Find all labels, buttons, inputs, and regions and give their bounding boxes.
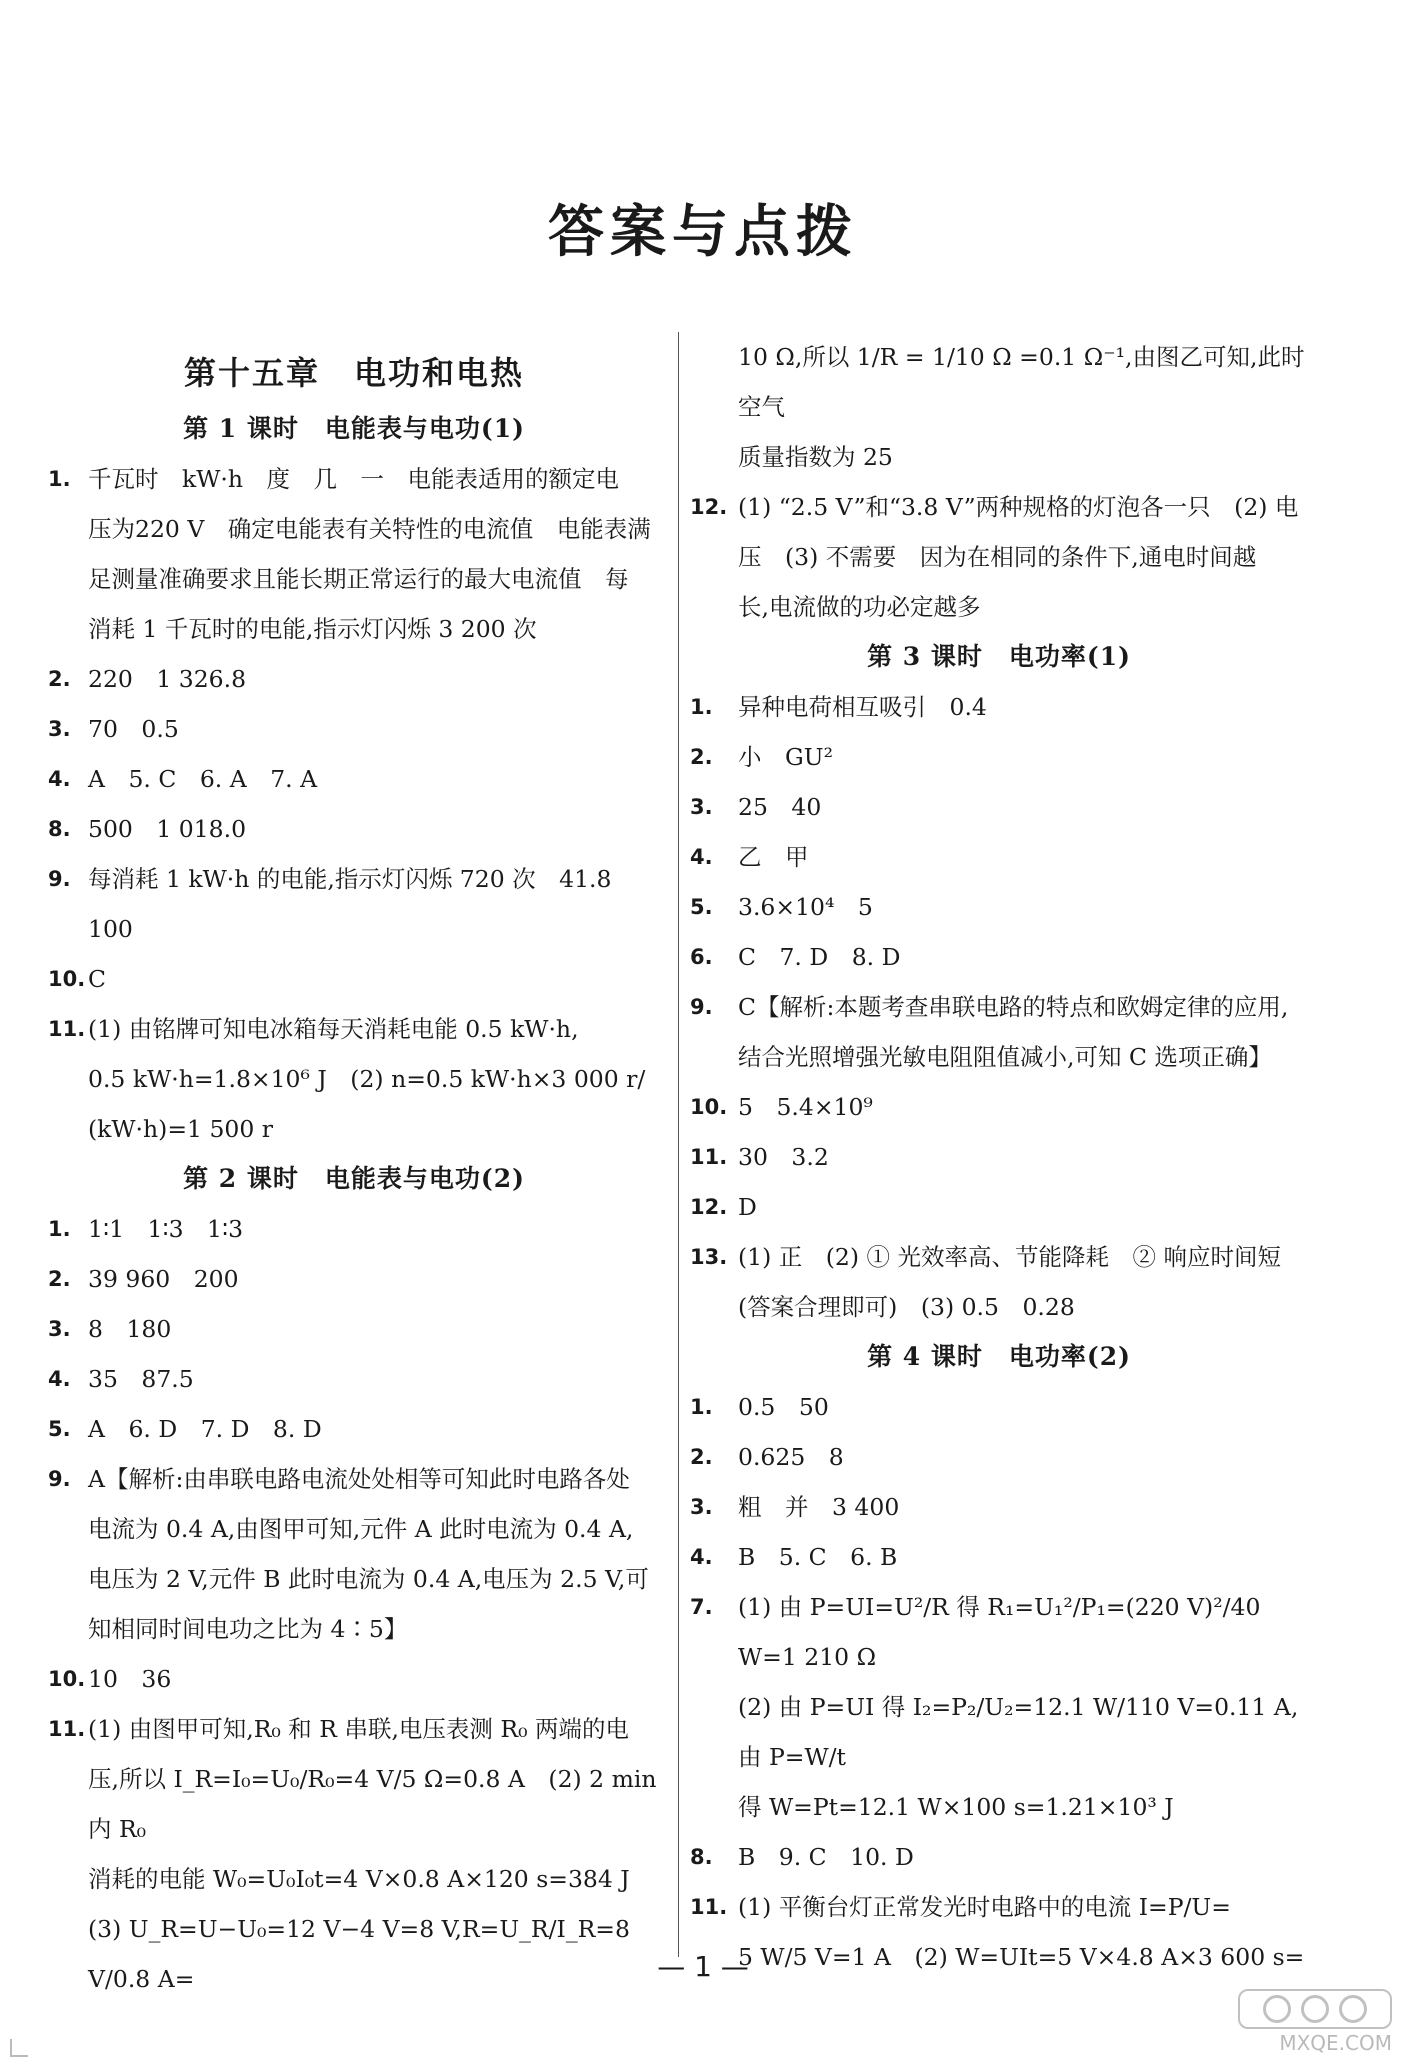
answer-item — [690, 1832, 1308, 1882]
answer-text — [88, 1654, 660, 1704]
answer-number: 2. — [48, 667, 71, 691]
answer-number: 1. — [690, 695, 713, 719]
answer-item — [48, 1404, 660, 1454]
answer-text — [88, 1004, 660, 1154]
answer-text — [88, 1404, 660, 1454]
answer-number: 11. — [48, 1017, 86, 1041]
answer-number: 9. — [48, 867, 71, 891]
answer-number: 10. — [48, 967, 86, 991]
answer-line: 10 Ω,所以 1/R = 1/10 Ω =0.1 Ω⁻¹,由图乙可知,此时空气 — [738, 343, 1305, 421]
answer-line: 5 5.4×10⁹ — [738, 1093, 873, 1121]
section-title-2: 第 2 课时 电能表与电功(2) — [183, 1164, 525, 1193]
answer-line: 压为220 V 确定电能表有关特性的电流值 电能表满 — [88, 515, 651, 543]
answer-number: 2. — [690, 1445, 713, 1469]
answer-item — [690, 1132, 1308, 1182]
answer-item — [690, 1182, 1308, 1232]
answer-line: 电流为 0.4 A,由图甲可知,元件 A 此时电流为 0.4 A, — [88, 1515, 634, 1543]
answer-line: 8 180 — [88, 1315, 172, 1343]
answer-item — [48, 1254, 660, 1304]
answer-number: 4. — [690, 1545, 713, 1569]
answer-text — [738, 782, 1308, 832]
answer-line: (1) “2.5 V”和“3.8 V”两种规格的灯泡各一只 (2) 电 — [738, 493, 1299, 521]
answer-number: 2. — [690, 745, 713, 769]
answer-line: D — [738, 1193, 757, 1221]
answer-text — [738, 1182, 1308, 1232]
answer-item — [690, 1382, 1308, 1432]
answer-text — [88, 1254, 660, 1304]
answer-number: 13. — [690, 1245, 728, 1269]
answer-line: (1) 正 (2) ① 光效率高、节能降耗 ② 响应时间短 — [738, 1243, 1281, 1271]
answer-item — [48, 1004, 660, 1154]
answer-line: 电压为 2 V,元件 B 此时电流为 0.4 A,电压为 2.5 V,可 — [88, 1565, 649, 1593]
answer-line: C — [88, 965, 106, 993]
answer-item — [690, 882, 1308, 932]
answer-line: C 7. D 8. D — [738, 943, 901, 971]
answer-line: 消耗 1 千瓦时的电能,指示灯闪烁 3 200 次 — [88, 615, 537, 643]
answer-text — [738, 332, 1308, 482]
answer-number: 1. — [690, 1395, 713, 1419]
answer-line: (1) 由铭牌可知电冰箱每天消耗电能 0.5 kW·h, — [88, 1015, 579, 1043]
answer-item — [690, 1232, 1308, 1332]
answer-number: 12. — [690, 1195, 728, 1219]
answer-text — [738, 982, 1308, 1082]
answer-line: 质量指数为 25 — [738, 443, 893, 471]
answer-text — [738, 882, 1308, 932]
section-title-1: 第 1 课时 电能表与电功(1) — [183, 414, 525, 443]
section-title-3: 第 3 课时 电功率(1) — [867, 642, 1131, 671]
answer-line: 70 0.5 — [88, 715, 179, 743]
answer-line: (3) U_R=U−U₀=12 V−4 V=8 V,R=U_R/I_R=8 V/0.8 A= — [88, 1915, 638, 1993]
answer-item — [48, 654, 660, 704]
answer-list-sec4 — [690, 1382, 1308, 1982]
answer-number: 8. — [690, 1845, 713, 1869]
answer-text — [88, 704, 660, 754]
answer-line: 500 1 018.0 — [88, 815, 247, 843]
answer-item — [690, 1532, 1308, 1582]
watermark-logo-icon — [1238, 1989, 1392, 2029]
answer-line: (1) 由 P=UI=U²/R 得 R₁=U₁²/P₁=(220 V)²/40 W=1 210 Ω — [738, 1593, 1268, 1671]
answer-item — [690, 1482, 1308, 1532]
answer-text — [738, 732, 1308, 782]
answer-item — [690, 682, 1308, 732]
answer-text — [738, 1382, 1308, 1432]
answer-number: 9. — [690, 995, 713, 1019]
answer-line: 压 (3) 不需要 因为在相同的条件下,通电时间越 — [738, 543, 1257, 571]
answer-item — [48, 454, 660, 654]
watermark-text: MXQE.COM — [1279, 2031, 1392, 2055]
answer-text — [738, 1832, 1308, 1882]
answer-line: 粗 并 3 400 — [738, 1493, 900, 1521]
answer-line: 0.5 kW·h=1.8×10⁶ J (2) n=0.5 kW·h×3 000 r/ — [88, 1065, 646, 1093]
section-title-4: 第 4 课时 电功率(2) — [867, 1342, 1131, 1371]
answer-item — [48, 754, 660, 804]
answer-text — [88, 854, 660, 954]
answer-number: 6. — [690, 945, 713, 969]
answer-line: 千瓦时 kW·h 度 几 一 电能表适用的额定电 — [88, 465, 619, 493]
answer-text — [88, 1354, 660, 1404]
answer-number-blank — [690, 332, 738, 482]
answer-line: A 6. D 7. D 8. D — [88, 1415, 322, 1443]
answer-line: 3.6×10⁴ 5 — [738, 893, 873, 921]
answer-item — [690, 982, 1308, 1082]
answer-line: 39 960 200 — [88, 1265, 239, 1293]
answer-text — [88, 804, 660, 854]
answer-number: 7. — [690, 1595, 713, 1619]
answer-number: 11. — [690, 1895, 728, 1919]
answer-line: 压,所以 I_R=I₀=U₀/R₀=4 V/5 Ω=0.8 A (2) 2 min 内 R₀ — [88, 1765, 665, 1843]
answer-number: 5. — [690, 895, 713, 919]
answer-number: 4. — [48, 1367, 71, 1391]
answer-line: 每消耗 1 kW·h 的电能,指示灯闪烁 720 次 41.8 100 — [88, 865, 635, 943]
answer-list-sec2 — [48, 1204, 665, 2004]
answer-number: 3. — [48, 1317, 71, 1341]
answer-item — [690, 782, 1308, 832]
answer-item — [48, 1354, 660, 1404]
answer-line: A 5. C 6. A 7. A — [88, 765, 318, 793]
answer-item — [48, 804, 660, 854]
page-number: — 1 — — [657, 1950, 749, 1983]
answer-item — [690, 482, 1308, 632]
answer-line: (1) 由图甲可知,R₀ 和 R 串联,电压表测 R₀ 两端的电 — [88, 1715, 629, 1743]
answer-line: 异种电荷相互吸引 0.4 — [738, 693, 987, 721]
answer-line: 1∶1 1∶3 1∶3 — [88, 1215, 244, 1243]
answer-item — [690, 732, 1308, 782]
answer-text — [738, 1132, 1308, 1182]
answer-line: (1) 平衡台灯正常发光时电路中的电流 I=P/U= — [738, 1893, 1231, 1921]
answer-number: 5. — [48, 1417, 71, 1441]
answer-line: B 5. C 6. B — [738, 1543, 898, 1571]
answer-text — [738, 1082, 1308, 1132]
answer-item — [48, 954, 660, 1004]
answer-number: 12. — [690, 495, 728, 519]
answer-line: (kW·h)=1 500 r — [88, 1115, 274, 1143]
answer-item — [48, 1204, 660, 1254]
answer-text — [738, 1582, 1308, 1832]
continued-answer — [690, 332, 1308, 482]
answer-item — [690, 1582, 1308, 1832]
answer-number: 3. — [690, 1495, 713, 1519]
answer-number: 11. — [48, 1717, 86, 1741]
answer-line: 小 GU² — [738, 743, 833, 771]
answer-line: 长,电流做的功必定越多 — [738, 593, 981, 621]
answer-line: 结合光照增强光敏电阻阻值减小,可知 C 选项正确】 — [738, 1043, 1272, 1071]
answer-list-q12 — [690, 482, 1308, 632]
answer-item — [690, 1432, 1308, 1482]
answer-text — [88, 454, 660, 654]
answer-text — [88, 754, 660, 804]
answer-line: A【解析:由串联电路电流处处相等可知此时电路各处 — [88, 1465, 630, 1493]
corner-mark — [10, 2039, 28, 2057]
left-column — [48, 332, 665, 2004]
answer-item — [48, 1454, 660, 1654]
answer-item — [48, 704, 660, 754]
answer-line: 乙 甲 — [738, 843, 809, 871]
answer-line: 得 W=Pt=12.1 W×100 s=1.21×10³ J — [738, 1793, 1174, 1821]
answer-number: 1. — [48, 467, 71, 491]
answer-line: 220 1 326.8 — [88, 665, 247, 693]
answer-line: 5 W/5 V=1 A (2) W=UIt=5 V×4.8 A×3 600 s= — [738, 1943, 1305, 1971]
answer-list-sec1 — [48, 454, 660, 1154]
answer-text — [88, 1204, 660, 1254]
answer-line: 足测量准确要求且能长期正常运行的最大电流值 每 — [88, 565, 629, 593]
answer-item — [690, 332, 1308, 482]
chapter-title: 第十五章 电功和电热 — [183, 354, 524, 392]
answer-number: 11. — [690, 1145, 728, 1169]
answer-number: 9. — [48, 1467, 71, 1491]
watermark — [1232, 1989, 1392, 2055]
answer-number: 10. — [48, 1667, 86, 1691]
answer-number: 8. — [48, 817, 71, 841]
answer-item — [690, 1082, 1308, 1132]
answer-number: 1. — [48, 1217, 71, 1241]
answer-line: 知相同时间电功之比为 4∶5】 — [88, 1615, 408, 1643]
answer-line: 25 40 — [738, 793, 822, 821]
answer-text — [738, 482, 1308, 632]
answer-item — [48, 1304, 660, 1354]
page-title: 答案与点拨 — [548, 199, 858, 265]
answer-number: 3. — [690, 795, 713, 819]
column-divider — [678, 332, 679, 1957]
answer-number: 4. — [48, 767, 71, 791]
answer-text — [738, 1232, 1308, 1332]
answer-text — [88, 1454, 660, 1654]
answer-line: B 9. C 10. D — [738, 1843, 914, 1871]
answer-number: 10. — [690, 1095, 728, 1119]
answer-text — [88, 1304, 660, 1354]
answer-item — [48, 854, 660, 954]
answer-list-sec3 — [690, 682, 1308, 1332]
answer-line: 0.625 8 — [738, 1443, 844, 1471]
answer-item — [690, 832, 1308, 882]
answer-line: 35 87.5 — [88, 1365, 194, 1393]
answer-line: 消耗的电能 W₀=U₀I₀t=4 V×0.8 A×120 s=384 J — [88, 1865, 630, 1893]
answer-line: (2) 由 P=UI 得 I₂=P₂/U₂=12.1 W/110 V=0.11 A,由 P=W/t — [738, 1693, 1299, 1771]
answer-text — [738, 932, 1308, 982]
answer-text — [88, 954, 660, 1004]
answer-line: (答案合理即可) (3) 0.5 0.28 — [738, 1293, 1075, 1321]
answer-number: 2. — [48, 1267, 71, 1291]
answer-line: 0.5 50 — [738, 1393, 829, 1421]
answer-number: 4. — [690, 845, 713, 869]
answer-text — [738, 1532, 1308, 1582]
answer-line: 30 3.2 — [738, 1143, 829, 1171]
answer-line: 10 36 — [88, 1665, 172, 1693]
answer-item — [690, 932, 1308, 982]
answer-item — [48, 1654, 660, 1704]
answer-line: C【解析:本题考查串联电路的特点和欧姆定律的应用, — [738, 993, 1289, 1021]
answer-text — [738, 832, 1308, 882]
right-column — [690, 332, 1308, 1982]
answer-text — [738, 1432, 1308, 1482]
answer-text — [738, 1482, 1308, 1532]
answer-text — [88, 654, 660, 704]
answer-number: 3. — [48, 717, 71, 741]
answer-text — [738, 682, 1308, 732]
